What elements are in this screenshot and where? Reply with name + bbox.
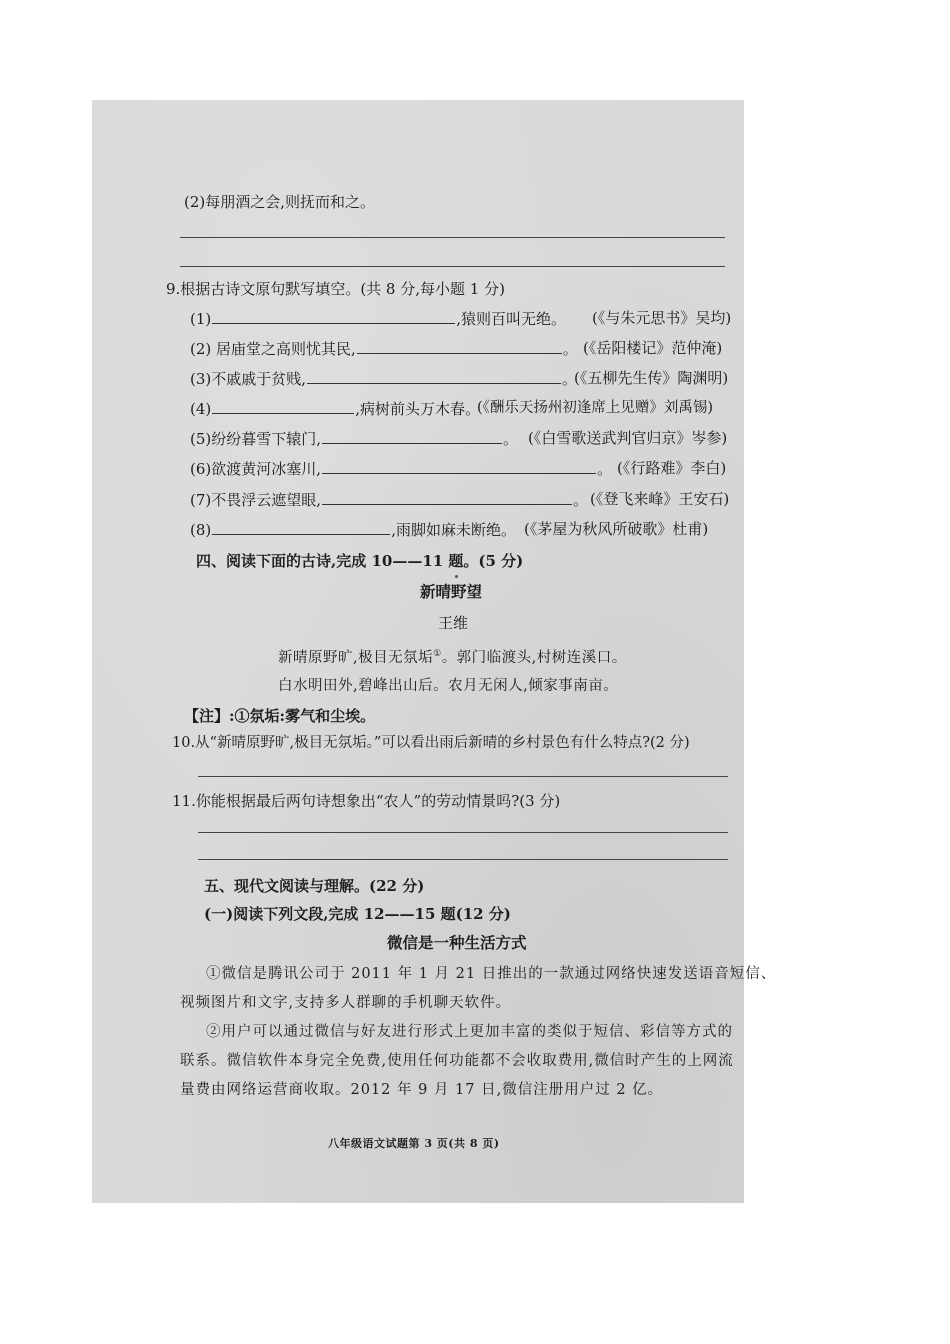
q9-item-6: (6)欲渡黄河冰塞川, 。 [190,460,613,478]
q9-item-3: (3)不戚戚于贫贱, 。 [190,370,578,388]
article-p2-line1: ②用户可以通过微信与好友进行形式上更加丰富的类似于短信、彩信等方式的 [206,1024,733,1040]
fill-blank[interactable] [212,519,390,535]
fill-blank[interactable] [212,308,455,324]
q9-header: 9.根据古诗文原句默写填空。(共 8 分,每小题 1 分) [166,280,505,298]
q9-item-1: (1) ,猿则百叫无绝。 [190,310,567,328]
q9-source-1: (《与朱元思书》吴均) [592,309,732,327]
answer-line [180,266,725,267]
article-p1-line2: 视频图片和文字,支持多人群聊的手机聊天软件。 [180,995,512,1011]
q9-source-5: (《白雪歌送武判官归京》岑参) [528,429,728,447]
answer-line [198,776,728,777]
q9-source-6: (《行路难》李白) [617,459,727,477]
article-p2-line2: 联系。微信软件本身完全免费,使用任何功能都不会收取费用,微信时产生的上网流 [180,1053,734,1069]
q11-text: 11.你能根据最后两句诗想象出“农人”的劳动情景吗?(3 分) [172,792,561,810]
section5-header: 五、现代文阅读与理解。(22 分) [204,877,425,895]
answer-line [198,859,728,860]
fill-blank[interactable] [307,368,561,384]
q9-source-7: (《登飞来峰》王安石) [590,490,730,508]
q10-text: 10.从“新晴原野旷,极目无氛垢。”可以看出雨后新晴的乡村景色有什么特点?(2 分) [172,735,690,751]
answer-line [180,237,725,238]
q8-item-2: (2)每朋酒之会,则抚而和之。 [184,193,376,211]
q9-item-2: (2) 居庙堂之高则忧其民, 。 [190,340,578,358]
fill-blank[interactable] [322,428,502,444]
section5-subheader: (一)阅读下列文段,完成 12——15 题(12 分) [204,905,511,923]
fill-blank[interactable] [322,458,596,474]
q9-item-7: (7)不畏浮云遮望眼, 。 [190,491,589,509]
poem-line-1: 新晴原野旷,极目无氛垢①。郭门临渡头,村树连溪口。 [278,649,627,666]
fill-blank[interactable] [322,489,572,505]
fill-blank[interactable] [357,338,562,354]
poem-line-2: 白水明田外,碧峰出山后。农月无闲人,倾家事南亩。 [278,678,619,694]
q9-source-4: (《酬乐天扬州初逢席上见赠》刘禹锡) [477,400,714,416]
section4-header: 四、阅读下面的古诗,完成 10——11 题。(5 分) [196,552,524,570]
article-p2-line3: 量费由网络运营商收取。2012 年 9 月 17 日,微信注册用户过 2 亿。 [180,1082,664,1098]
article-p1-line1: ①微信是腾讯公司于 2011 年 1 月 21 日推出的一款通过网络快速发送语音短信、 [206,966,777,982]
q9-source-2: (《岳阳楼记》范仲淹) [583,339,723,357]
exam-page-photo [92,100,777,1203]
q9-source-3: (《五柳先生传》陶渊明) [574,369,729,387]
q9-item-4: (4) ,病树前头万木春。 [190,400,481,418]
fill-blank[interactable] [212,398,354,414]
poem-note: 【注】:①氛垢:雾气和尘埃。 [184,707,376,725]
poem-author: 王维 [438,614,469,632]
poem-title: 新晴野望 [420,582,483,601]
answer-line [198,832,728,833]
q9-source-8: (《茅屋为秋风所破歌》杜甫) [524,520,709,538]
print-dot [455,575,458,578]
article-title: 微信是一种生活方式 [387,933,527,952]
q9-item-8: (8) ,雨脚如麻未断绝。 [190,521,517,539]
page-footer: 八年级语文试题第 3 页(共 8 页) [328,1137,500,1150]
q9-item-5: (5)纷纷暮雪下辕门, 。 [190,430,519,448]
